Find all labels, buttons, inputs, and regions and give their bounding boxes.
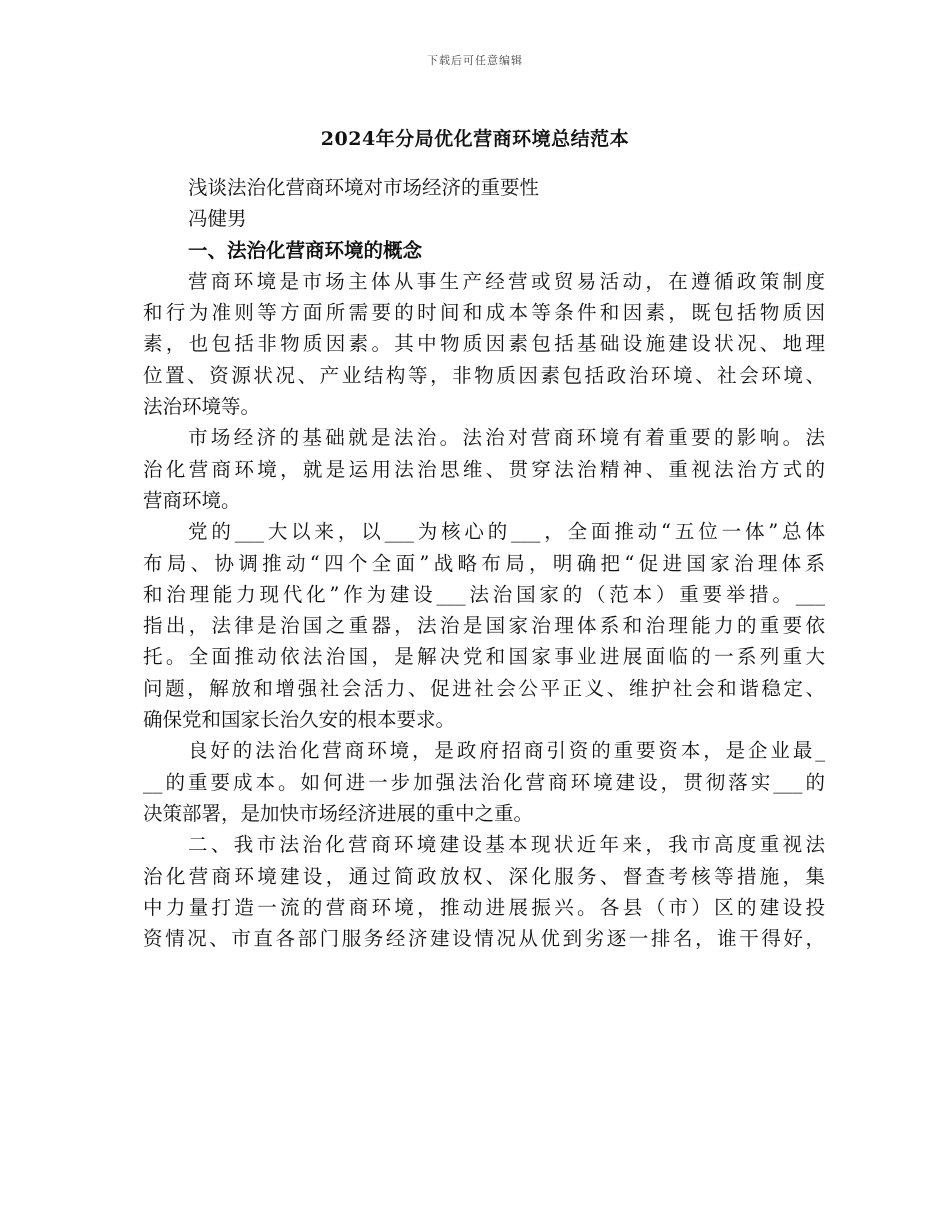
text-line: 冯健男 [188, 207, 247, 231]
text-line: 和治理能力现代化”作为建设___法治国家的（范本）重要举措。___ [143, 582, 825, 606]
text-line: 治化营商环境建设，通过简政放权、深化服务、督查考核等措施，集 [143, 864, 825, 888]
text-line: 法治环境等。 [143, 395, 261, 419]
text-line: 浅谈法治化营商环境对市场经济的重要性 [188, 176, 540, 199]
text-line: 营商环境是市场主体从事生产经营或贸易活动，在遵循政策制度 [188, 269, 825, 293]
text-line: 良好的法治化营商环境，是政府招商引资的重要资本，是企业最_ [188, 739, 825, 763]
text-line: 党的___大以来，以___为核心的___，全面推动“五位一体”总体 [188, 520, 825, 544]
section-heading: 一、法治化营商环境的概念 [188, 238, 423, 262]
text-line: 资情况、市直各部门服务经济建设情况从优到劣逐一排名，谁干得好， [143, 927, 825, 951]
text-line: 素，也包括非物质因素。其中物质因素包括基础设施建设状况、地理 [143, 332, 825, 356]
document-body [143, 172, 825, 954]
text-line: 布局、协调推动“四个全面”战略布局，明确把“促进国家治理体系 [143, 551, 825, 575]
text-line: 市场经济的基础就是法治。法治对营商环境有着重要的影响。法 [188, 426, 825, 450]
text-line: 指出，法律是治国之重器，法治是国家治理体系和治理能力的重要依 [143, 614, 825, 638]
text-line: 托。全面推动依法治国，是解决党和国家事业进展面临的一系列重大 [143, 645, 825, 669]
text-line: 问题，解放和增强社会活力、促进社会公平正义、维护社会和谐稳定、 [143, 676, 825, 700]
text-line: 中力量打造一流的营商环境，推动进展振兴。各县（市）区的建设投 [143, 895, 825, 919]
text-line: 治化营商环境，就是运用法治思维、贯穿法治精神、重视法治方式的 [143, 457, 825, 481]
text-line: 二、我市法治化营商环境建设基本现状近年来，我市高度重视法 [188, 833, 825, 857]
text-line: 营商环境。 [143, 488, 241, 512]
text-line: 确保党和国家长治久安的根本要求。 [143, 708, 456, 732]
text-line: __的重要成本。如何进一步加强法治化营商环境建设，贯彻落实___的 [143, 770, 825, 794]
page-header: 下载后可任意编辑 [427, 54, 523, 67]
text-line: 位置、资源状况、产业结构等，非物质因素包括政治环境、社会环境、 [143, 363, 825, 387]
text-line: 决策部署，是加快市场经济进展的重中之重。 [143, 801, 534, 825]
document-title: 2024年分局优化营商环境总结范本 [320, 128, 630, 150]
text-line: 和行为准则等方面所需要的时间和成本等条件和因素，既包括物质因 [143, 301, 825, 325]
